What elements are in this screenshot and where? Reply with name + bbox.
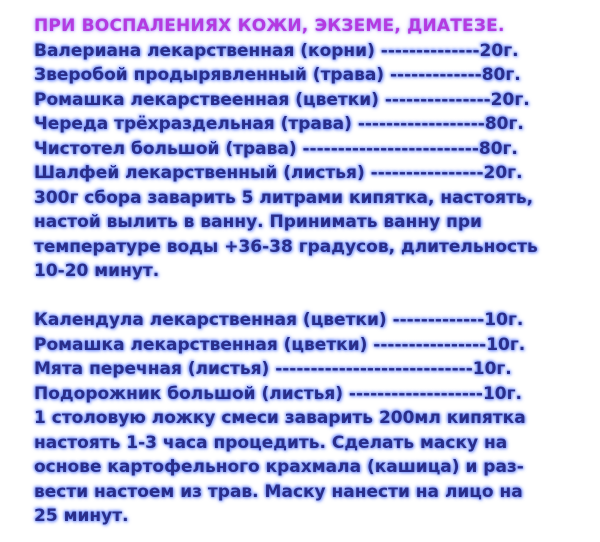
instruction-line: 10-20 минут. xyxy=(34,261,160,281)
recipe-2 xyxy=(34,308,586,529)
ingredient-line: Шалфей лекарственный (листья) ----------------20г. xyxy=(34,163,523,183)
ingredient-line: Мята перечная (листья) ----------------------------10г. xyxy=(34,359,512,379)
instruction-line: настоять 1-3 часа процедить. Сделать маску на xyxy=(34,432,508,453)
recipe-document xyxy=(34,14,586,529)
instruction-line: температуре воды +36-38 градусов, длительность xyxy=(34,236,538,257)
ingredient-line: Зверобой продырявленный (трава) -------------80г. xyxy=(34,65,521,85)
instruction-line: основе картофельного крахмала (кашица) и раз- xyxy=(34,457,524,477)
section-spacer xyxy=(34,284,586,309)
instruction-line: 25 минут. xyxy=(34,506,129,526)
recipe-1 xyxy=(34,39,586,284)
instruction-line: 1 столовую ложку смеси заварить 200мл кипятка xyxy=(34,408,526,428)
ingredient-line: Валериана лекарственная (корни) --------------20г. xyxy=(34,40,519,61)
ingredient-line: Ромашка лекарствеенная (цветки) ---------------20г. xyxy=(34,89,530,110)
instruction-line: вести настоем из трав. Маску нанести на лицо на xyxy=(34,481,523,502)
ingredient-line: Ромашка лекарственная (цветки) ----------------10г. xyxy=(34,334,526,355)
ingredient-line: Чистотел большой (трава) -------------------------80г. xyxy=(34,138,518,159)
ingredient-line: Череда трёхраздельная (трава) ------------------80г. xyxy=(34,114,524,134)
instruction-line: 300г сбора заварить 5 литрами кипятка, настоять, xyxy=(34,187,534,208)
document-title: ПРИ ВОСПАЛЕНИЯХ КОЖИ, ЭКЗЕМЕ, ДИАТЕЗЕ. xyxy=(34,16,505,36)
instruction-line: настой вылить в ванну. Принимать ванну при xyxy=(34,212,482,232)
ingredient-line: Календула лекарственная (цветки) -------------10г. xyxy=(34,310,524,330)
ingredient-line: Подорожник большой (листья) -------------------10г. xyxy=(34,383,522,404)
